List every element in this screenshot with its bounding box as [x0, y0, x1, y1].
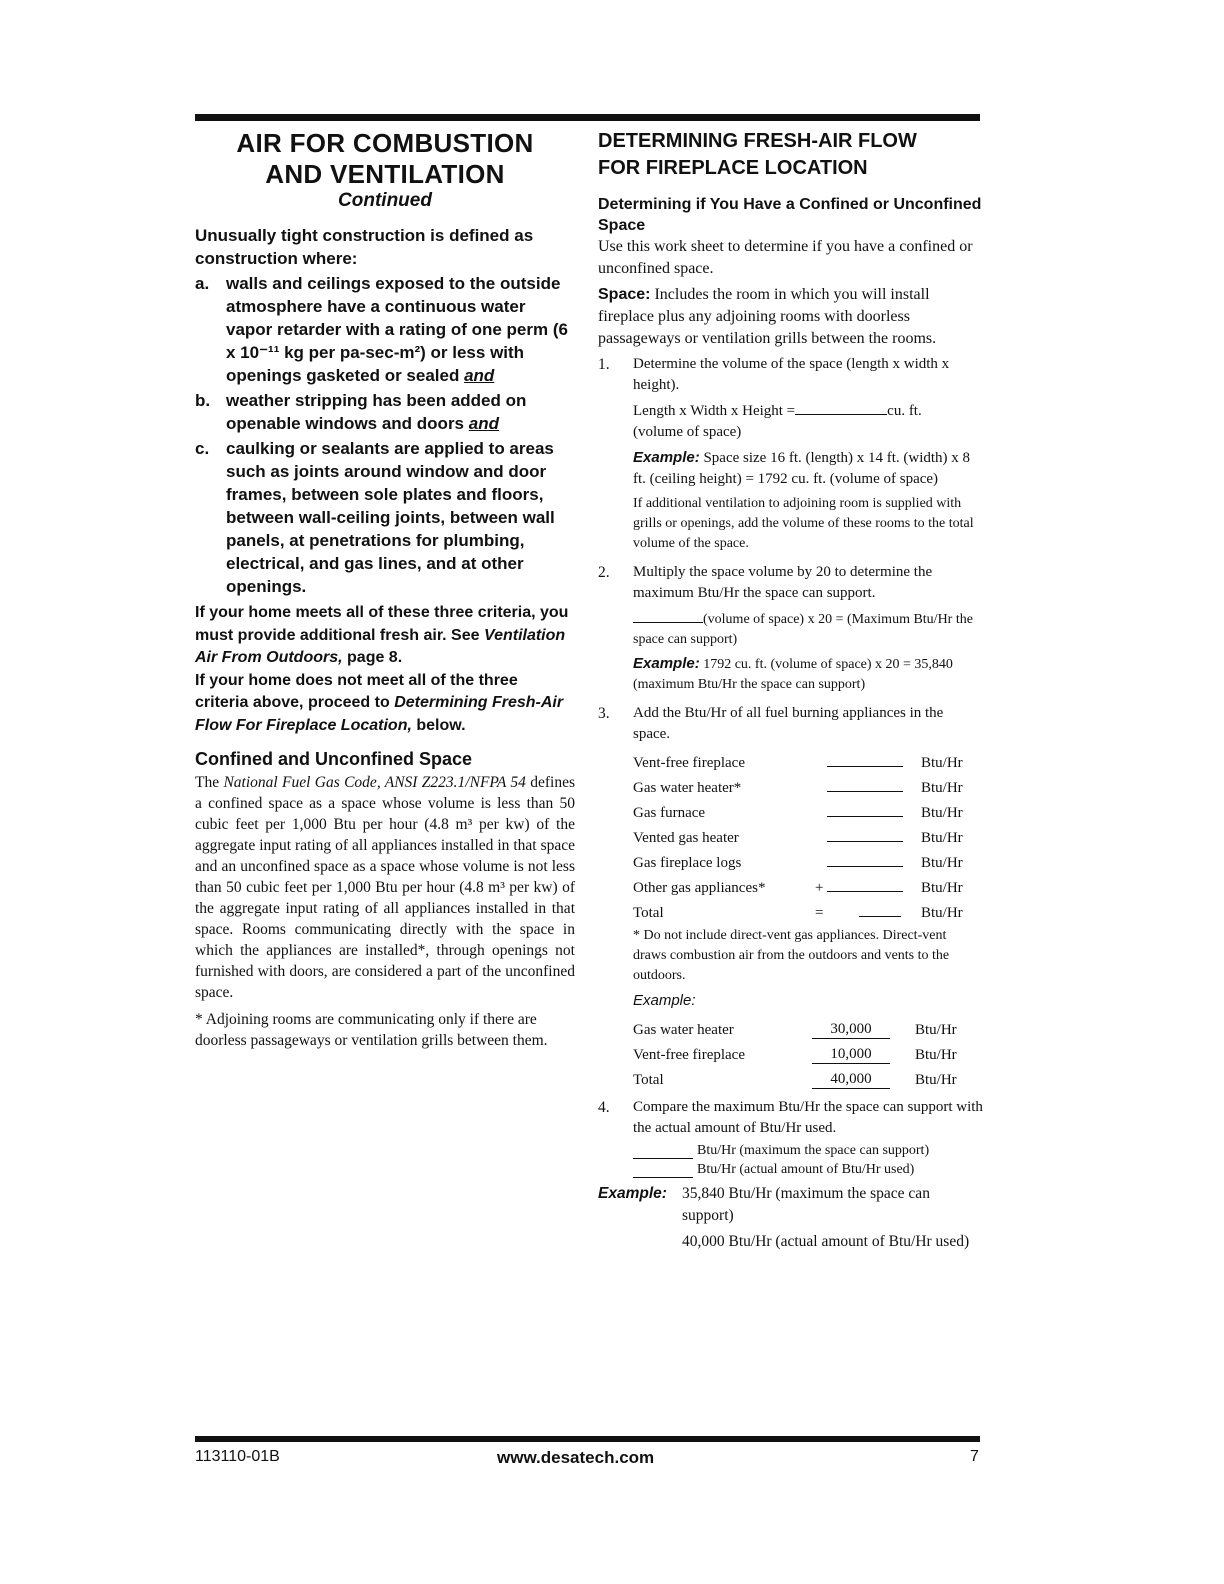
example-label: Example: — [633, 992, 696, 1009]
volume-formula: Length x Width x Height = cu. ft. — [633, 400, 983, 422]
step2-example: Example: 1792 cu. ft. (volume of space) x 20 = 35,840 (maximum Btu/Hr the space can support) — [633, 655, 953, 692]
appliance-worksheet — [633, 747, 983, 922]
criteria-met-paragraph: If your home meets all of these three criteria, you must provide additional fresh air. See Ventilation Air From Outdoors, page 8. — [195, 604, 569, 666]
section-title: AIR FOR COMBUSTION AND VENTILATION — [236, 128, 534, 189]
step-2: 2. Multiply the space volume by 20 to determine the maximum Btu/Hr the space can support. (volume of space) x 20 = (Maximum Btu/Hr the space can support) Example: 1792 cu. ft. (volume of space) x 20 = 35,840 (maximum Btu/Hr the space can support) — [598, 562, 983, 699]
btu-input[interactable] — [827, 827, 903, 842]
left-column — [195, 128, 575, 1051]
space-definition: Space: Includes the room in which you will install fireplace plus any adjoining rooms with doorless passageways or ventilation grills between the rooms. — [598, 286, 937, 347]
step-3: 3. Add the Btu/Hr of all fuel burning appliances in the space. Vent-free fireplace Btu/Hr Gas water heater* Btu/Hr Gas furnace Btu/Hr Vented gas heater Btu/Hr Gas fireplace logs Btu/Hr Other gas appliances* + Btu/Hr Total = Btu/Hr * Do not include direct-vent gas appliances. Direct-vent draws combustion air from the outdoors and vents to the outdoors. Example: Gas water heater 30,000 Btu/Hr Vent-free fireplace 10,000 Btu/Hr Total 40,000 Btu/Hr — [598, 703, 983, 1093]
lead-paragraph: Unusually tight construction is defined as construction where: — [195, 226, 534, 268]
space-volume-blank[interactable] — [633, 608, 703, 623]
step1-example: Example: Space size 16 ft. (length) x 14 ft. (width) x 8 ft. (ceiling height) = 1792 cu. ft. (volume of space) — [633, 449, 971, 487]
step4-example: Example: 35,840 Btu/Hr (maximum the space can support) 40,000 Btu/Hr (actual amount of Btu/Hr used) — [598, 1185, 970, 1250]
table-row: Total = Btu/Hr — [633, 897, 983, 922]
btu-input[interactable] — [827, 802, 903, 817]
ventilation-link[interactable]: Ventilation Air From Outdoors, — [195, 626, 566, 666]
table-row: Other gas appliances* + Btu/Hr — [633, 872, 983, 897]
btu-input[interactable] — [827, 777, 903, 792]
top-rule — [195, 114, 980, 121]
criteria-not-met-paragraph: If your home does not meet all of the three criteria above, proceed to Determining Fresh-Air Flow For Fireplace Location, below. — [195, 671, 564, 734]
continued-label: Continued — [338, 190, 432, 211]
volume-blank[interactable] — [795, 400, 887, 415]
btu-input[interactable] — [827, 877, 903, 892]
confined-body: The National Fuel Gas Code, ANSI Z223.1/NFPA 54 defines a confined space as a space whose volume is less than 50 cubic feet per 1,000 Btu per hour (4.8 m³ per kw) of the aggregate input rating of all appliances installed in that space and an unconfined space as a space whose volume is not less than 50 cubic feet per 1,000 Btu per hour (4.8 m³ per kw) of the aggregate input rating of all appliances installed in that space. Rooms communicating directly with the space in which the appliances are installed*, through openings not furnished with doors, are considered a part of the unconfined space. — [195, 774, 576, 1001]
table-row: Gas fireplace logs Btu/Hr — [633, 847, 983, 872]
table-row: Total 40,000 Btu/Hr — [633, 1071, 957, 1088]
table-row: Gas furnace Btu/Hr — [633, 797, 983, 822]
list-item: b. weather stripping has been added on openable windows and doors and — [195, 391, 527, 433]
sub-heading: Determining if You Have a Confined or Unconfined Space — [598, 196, 982, 234]
table-row: Vent-free fireplace Btu/Hr — [633, 747, 983, 772]
actual-btu-blank[interactable] — [633, 1163, 693, 1178]
table-row: Vented gas heater Btu/Hr — [633, 822, 983, 847]
step-4: 4. Compare the maximum Btu/Hr the space can support with the actual amount of Btu/Hr used. Btu/Hr (maximum the space can support) Btu/Hr (actual amount of Btu/Hr used) — [598, 1099, 983, 1177]
right-column — [598, 128, 983, 1253]
website-url[interactable]: www.desatech.com — [497, 1448, 655, 1467]
confined-heading: Confined and Unconfined Space — [195, 749, 473, 769]
btu-total-input[interactable] — [859, 902, 901, 917]
fresh-air-link[interactable]: Determining Fresh-Air Flow For Fireplace Location, — [195, 694, 564, 734]
example-table — [633, 1014, 977, 1089]
doc-code: 113110-01B — [195, 1448, 280, 1465]
max-btu-blank[interactable] — [633, 1144, 693, 1159]
footnote: * Adjoining rooms are communicating only if there are doorless passageways or ventilation grills between them. — [195, 1011, 548, 1049]
actual-btu-line: Btu/Hr (actual amount of Btu/Hr used) — [633, 1162, 983, 1178]
list-item: c. caulking or sealants are applied to areas such as joints around window and door frames, between sole plates and floors, between wall-ceiling joints, between wall panels, at penetrations for plumbing, electrical, and gas lines, and at other openings. — [195, 439, 555, 596]
bottom-rule — [195, 1436, 980, 1442]
table-row: Vent-free fireplace 10,000 Btu/Hr — [633, 1046, 957, 1063]
page-number: 7 — [970, 1448, 979, 1465]
step-1: 1. Determine the volume of the space (length x width x height). Length x Width x Height = cu. ft. (volume of space) Example: Space size 16 ft. (length) x 14 ft. (width) x 8 ft. (ceiling height) = 1792 cu. ft. (volume of space) If additional ventilation to adjoining room is supplied with grills or openings, add the volume of these rooms to the total volume of the space. — [598, 354, 983, 558]
right-title: DETERMINING FRESH-AIR FLOW FOR FIREPLACE LOCATION — [598, 130, 917, 179]
btu-input[interactable] — [827, 752, 903, 767]
btu-formula: (volume of space) x 20 = (Maximum Btu/Hr the space can support) — [633, 608, 983, 650]
table-row: Gas water heater* Btu/Hr — [633, 772, 983, 797]
criteria-list — [195, 272, 575, 598]
max-btu-line: Btu/Hr (maximum the space can support) — [633, 1143, 983, 1159]
list-item: a. walls and ceilings exposed to the outside atmosphere have a continuous water vapor retarder with a rating of one perm (6 x 10⁻¹¹ kg per pa-sec-m²) or less with openings gasketed or sealed and — [195, 274, 568, 385]
intro-paragraph: Use this work sheet to determine if you have a confined or unconfined space. — [598, 238, 973, 277]
btu-input[interactable] — [827, 852, 903, 867]
table-row: Gas water heater 30,000 Btu/Hr — [633, 1021, 957, 1038]
